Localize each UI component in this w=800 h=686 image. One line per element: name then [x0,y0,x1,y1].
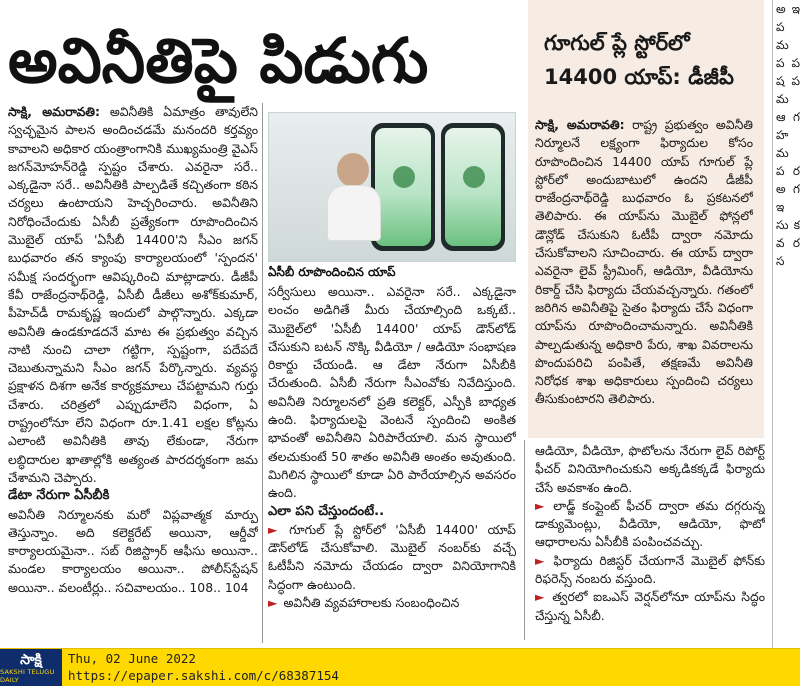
page-footer [0,648,800,686]
bullet-item: ► గూగుల్ ప్లే స్టోర్‌లో 'ఏసీబీ 14400' యాప్ డౌన్‌లోడ్ చేసుకోవాలి. మొబైల్ నంబర్‌కు వచ్చే ఓటీపీని నమోదు చేయడం ద్వారా వినియోగానికి సిద్ధంగా ఉంటుంది. [268,521,516,592]
article-column-2 [268,283,516,643]
bullet-item: ► లాడ్జ్ కంప్లైంట్ ఫీచర్ ద్వారా తమ దగ్గరున్న డాక్యుమెంట్లు, వీడియో, ఆడియో, ఫొటో ఆధారాలను ఏసీబీకి పంపించవచ్చు. [535,497,765,550]
photo-caption: ఏసీబీ రూపొందించిన యాప్ [268,265,396,279]
column-divider [524,440,525,640]
triangle-bullet-icon: ► [268,521,278,537]
triangle-bullet-icon: ► [535,497,545,513]
page-headline: అవినీతిపై పిడుగు [8,24,429,97]
person-image [327,153,379,239]
triangle-bullet-icon: ► [535,589,545,605]
article-paragraph: అవినీతి నిర్మూలనకు మరో విప్లవాత్మక మార్పు తెస్తున్నాం. అది కలెక్టరేట్ అయినా, ఆర్డీవో కార్యాలయమైనా.. సబ్ రిజిస్ట్రార్ ఆఫీసు అయినా.. మండల కార్యాలయం అయినా.. పోలీస్‌స్టేషన్ అయినా.. వలంటీర్లు.. సచివాలయం.. 108.. 104 [8,506,258,595]
adjacent-article-edge: అ ఇ ప మ ప ప ష ప మ ఆ గ హ మ ప ర అ గ ఇ సు క వ ర స [772,0,800,648]
epaper-url-link[interactable]: https://epaper.sakshi.com/c/68387154 [68,668,339,683]
sakshi-logo: సాక్షి SAKSHI TELUGU DAILY [0,649,62,686]
sidebar-body [535,116,753,436]
app-photo [268,112,516,262]
byline: సాక్షి, అమరావతి: [8,104,100,119]
bullet-item: ► ఫిర్యాదు రిజిస్టర్ చేయగానే మొబైల్ ఫోన్‌కు రిఫరెన్స్ నంబరు వస్తుంది. [535,552,765,587]
article-column-1 [8,103,258,643]
sidebar-title: గూగుల్ ప్లే స్టోర్‌లో 14400 యాప్: డీజీపీ [544,31,734,89]
article-paragraph [8,103,258,487]
paragraph-text: ఆడియో, వీడియో, ఫొటోలను నేరుగా లైవ్ రిపోర్ట్ ఫీచర్ వినియోగించుకుని అక్కడికక్కడే ఫిర్యాదు చేసే అవకాశం ఉంది. [535,443,765,495]
column-divider [262,103,263,643]
bullet-item: ► అవినీతి వ్యవహారాలకు సంబంధించిన [268,595,460,611]
phone-image [441,123,505,251]
edition-date: Thu, 02 June 2022 [68,651,196,666]
subheading-how-it-works: ఎలా పని చేస్తుందంటే.. [268,503,385,519]
subheading-data-to-acb: డేటా నేరుగా ఏసీబీకి [8,488,110,504]
paragraph-text: సాక్షి, అమరావతి: రాష్ట్ర ప్రభుత్వం అవినీతి నిర్మూలనే లక్ష్యంగా ఫిర్యాదుల కోసం రూపొందించిన 14400 యాప్ గూగుల్ ప్లే స్టోర్‌లో అందుబాటులో ఉందని డీజీపీ రాజేంద్రనాథ్‌రెడ్డి బుధవారం ఓ ప్రకటనలో తెలిపారు. ఈ యాప్‌ను మొబైల్ ఫోన్లలో డౌన్లోడ్ చేసుకుని ఓటీపీ ద్వారా నమోదు చేసుకోవాలని సూచించారు. ఈ యాప్ ద్వారా ఎవరైనా లైవ్ స్ట్రీమింగ్, ఆడియో, వీడియోను రికార్డ్ చేసి ఫిర్యాదు చేయవచ్చన్నారు. గతంలో జరిగిన అవినీతిపై సైతం ఫిర్యాదు చేసే విధంగా యాప్‌ను రూపొందించామన్నారు. అవినీతికి పాల్పడుతున్న అధికారి పేరు, శాఖ వివరాలను పొందుపరిచి పంపితే, తక్షణమే అవినీతి నిరోధక శాఖ అధికారులు స్పందించి చర్యలు తీసుకుంటారని తెలిపారు. [535,117,753,407]
paragraph-text: సర్వీసులు అయినా.. ఎవరైనా సరే.. ఎక్కడైనా లంచం అడిగితే మీరు చేయాల్సింది ఒక్కటే.. మొబైల్‌లో 'ఏసీబీ 14400' యాప్ డౌన్‌లోడ్ చేసుకుని బటన్ నొక్కి వీడియో / ఆడియో సంభాషణ రికార్డు చేయండి. ఆ డేటా నేరుగా ఏసీబీకి చేరుతుంది. ఏసీబీ నేరుగా సీఎంవోకు నివేదిస్తుంది. అవినీతి నిర్మూలనలో ప్రతి కలెక్టర్, ఎస్పీకి బాధ్యత ఉంది. ఫిర్యాదులపై వెంటనే స్పందించి అంకిత భావంతో అవినీతిని ఏరిపారేయాలి. మన స్థాయిలో తలచుకుంటే 50 శాతం అవినీతి అంతం అవుతుంది. మిగిలిన స్థాయిలో కూడా ఏరి పారేయాల్సిన అవసరం ఉంది. [268,284,516,501]
triangle-bullet-icon: ► [268,595,278,611]
bullet-item: ► త్వరలో ఐఒఎస్ వెర్షన్‌లోనూ యాప్‌ను సిద్ధం చేస్తున్న ఏసీబీ. [535,589,765,623]
triangle-bullet-icon: ► [535,552,545,568]
paragraph-text: అవినీతికి ఏమాత్రం తావులేని స్వచ్ఛమైన పాలన అందించడమే మనందరి కర్తవ్యం కావాలని అధికార యంత్రాంగానికి ముఖ్యమంత్రి వైఎస్ జగన్‌మోహన్‌రెడ్డి స్పష్టం చేశారు. ఎవరైనా సరే.. ఎక్కడైనా సరే.. అవినీతికి పాల్పడితే కచ్చితంగా కఠిన చర్యలు ఉంటాయని హెచ్చరించారు. అవినీతిని నిరోధించేందుకు ఏసీబీ ప్రత్యేకంగా రూపొందించిన మొబైల్ యాప్ 'ఏసీబీ 14400'ని సీఎం జగన్ బుధవారం తన క్యాంపు కార్యాలయంలో 'స్పందన' సమీక్ష సందర్భంగా ఆవిష్కరించి మాట్లాడారు. డీజీపీ కేవీ రాజేంద్రనాథ్‌రెడ్డి, ఏసీబీ డీజీలు అశోక్‌కుమార్, పీహెచ్‌డీ రామకృష్ణ ఇందులో పాల్గొన్నారు. ఎక్కడా అవినీతి ఉండకూడదనే మాట ఈ ప్రభుత్వం వచ్చిన నాటి నుంచి చాలా గట్టిగా, స్పష్టంగా, పదేపదే చెబుతున్నామని సీఎం జగన్ పేర్కొన్నారు. వ్యవస్థ ప్రక్షాళన దిశగా అనేక కార్యక్రమాలు చేపట్టామని గుర్తు చేశారు. చరిత్రలో ఎప్పుడూలేని విధంగా, ఏ రాష్ట్రంలోనూ లేని విధంగా రూ.1.41 లక్షల కోట్లను ఎలాంటి అవినీతికి తావు లేకుండా, నేరుగా లబ్ధిదారుల ఖాతాల్లోకి అత్యంత పారదర్శకంగా జమ చేశామని చెప్పారు. [8,104,258,485]
article-column-3 [535,442,765,642]
